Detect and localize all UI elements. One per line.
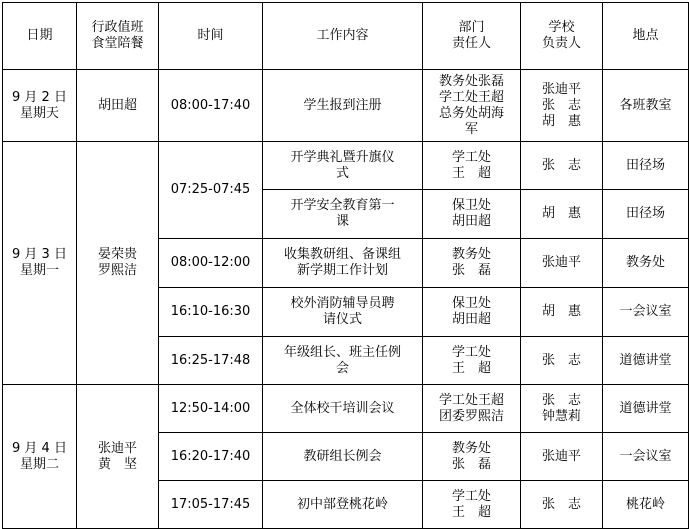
dept-cell: 学工处王超 团委罗熙洁: [423, 385, 521, 433]
school-cell: 张迪平: [521, 433, 603, 481]
date-cell: 9 月 2 日 星期天: [3, 70, 77, 142]
content-cell: 学生报到注册: [263, 70, 423, 142]
schedule-table: [2, 2, 689, 529]
time-cell: 08:00-12:00: [159, 239, 263, 288]
school-cell: 胡 惠: [521, 288, 603, 337]
content-cell: 初中部登桃花岭: [263, 481, 423, 529]
place-cell: 道德讲堂: [603, 385, 689, 433]
dept-cell: 学工处 王 超: [423, 481, 521, 529]
dept-cell: 保卫处 胡田超: [423, 288, 521, 337]
duty-cell: 晏荣贵 罗熙洁: [77, 142, 159, 385]
content-cell: 年级组长、班主任例 会: [263, 337, 423, 385]
header-row: [3, 3, 689, 70]
school-cell: 张 志: [521, 481, 603, 529]
date-cell: 9 月 3 日 星期一: [3, 142, 77, 385]
content-cell: 开学典礼暨升旗仪 式: [263, 142, 423, 190]
date-cell: 9 月 4 日 星期二: [3, 385, 77, 529]
time-cell: 12:50-14:00: [159, 385, 263, 433]
time-cell: 16:25-17:48: [159, 337, 263, 385]
content-cell: 教研组长例会: [263, 433, 423, 481]
time-cell: 16:10-16:30: [159, 288, 263, 337]
header-time: 时间: [159, 3, 263, 70]
time-cell: 17:05-17:45: [159, 481, 263, 529]
dept-cell: 教务处 张 磊: [423, 239, 521, 288]
place-cell: 各班教室: [603, 70, 689, 142]
header-duty: 行政值班 食堂陪餐: [77, 3, 159, 70]
place-cell: 教务处: [603, 239, 689, 288]
place-cell: 田径场: [603, 142, 689, 190]
header-dept: 部门 责任人: [423, 3, 521, 70]
time-cell: 16:20-17:40: [159, 433, 263, 481]
duty-cell: 胡田超: [77, 70, 159, 142]
school-cell: 张 志: [521, 142, 603, 190]
content-cell: 收集教研组、备课组 新学期工作计划: [263, 239, 423, 288]
header-content: 工作内容: [263, 3, 423, 70]
time-cell: 07:25-07:45: [159, 142, 263, 239]
dept-cell: 学工处 王 超: [423, 337, 521, 385]
place-cell: 一会议室: [603, 288, 689, 337]
school-cell: 张 志: [521, 337, 603, 385]
header-school: 学校 负责人: [521, 3, 603, 70]
school-cell: 张迪平: [521, 239, 603, 288]
place-cell: 一会议室: [603, 433, 689, 481]
dept-cell: 保卫处 胡田超: [423, 190, 521, 239]
dept-cell: 教务处 张 磊: [423, 433, 521, 481]
content-cell: 全体校干培训会议: [263, 385, 423, 433]
content-cell: 校外消防辅导员聘 请仪式: [263, 288, 423, 337]
header-date: 日期: [3, 3, 77, 70]
table-row: [3, 70, 689, 142]
place-cell: 道德讲堂: [603, 337, 689, 385]
dept-cell: 教务处张磊 学工处王超 总务处胡海 军: [423, 70, 521, 142]
dept-cell: 学工处 王 超: [423, 142, 521, 190]
school-cell: 张 志 钟慧莉: [521, 385, 603, 433]
place-cell: 田径场: [603, 190, 689, 239]
school-cell: 胡 惠: [521, 190, 603, 239]
school-cell: 张迪平 张 志 胡 惠: [521, 70, 603, 142]
content-cell: 开学安全教育第一 课: [263, 190, 423, 239]
table-row: [3, 142, 689, 190]
header-place: 地点: [603, 3, 689, 70]
table-row: [3, 385, 689, 433]
place-cell: 桃花岭: [603, 481, 689, 529]
time-cell: 08:00-17:40: [159, 70, 263, 142]
duty-cell: 张迪平 黄 坚: [77, 385, 159, 529]
